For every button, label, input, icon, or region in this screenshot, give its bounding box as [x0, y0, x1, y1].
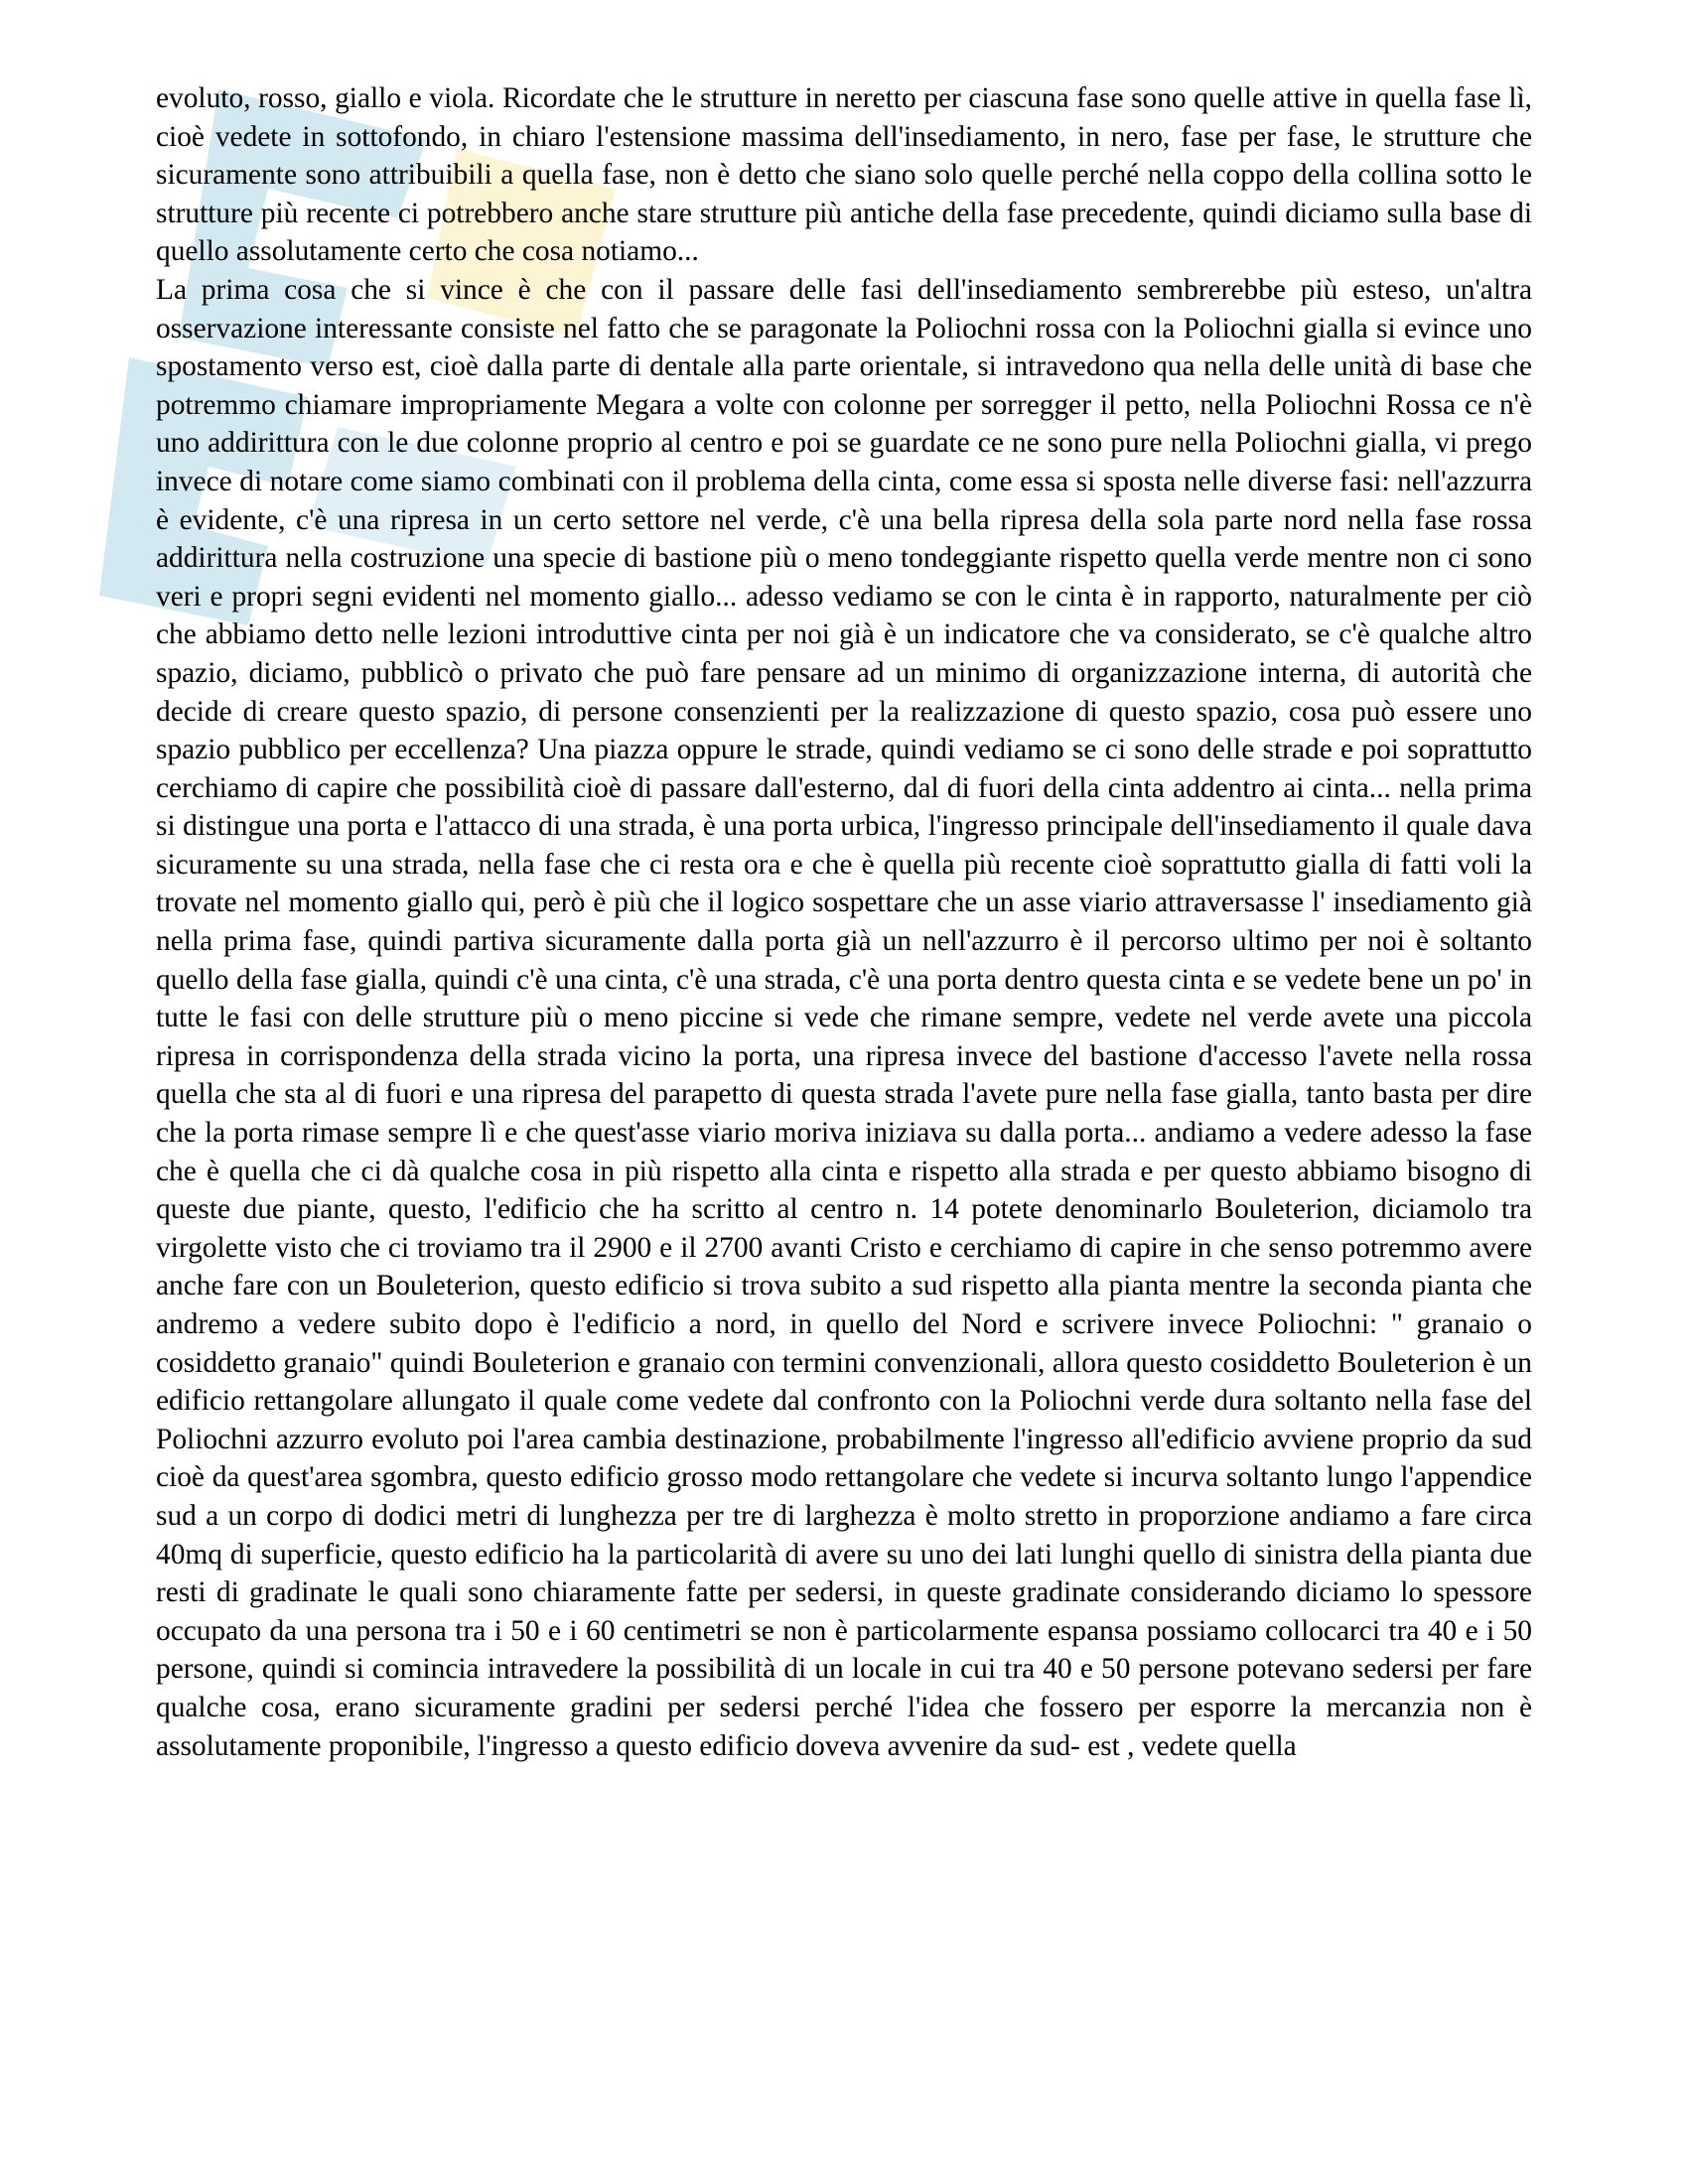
paragraph-2: La prima cosa che si vince è che con il passare delle fasi dell'insediamento sembrerebbe più esteso, un'altra osservazione interessante consiste nel fatto che se paragonate la Poliochni rossa con la Poliochni gialla si evince uno spostamento verso est, cioè dalla parte di dentale alla parte orientale, si intravedono qua nella delle unità di base che potremmo chiamare impropriamente Megara a volte con colonne per sorregger il petto, nella Poliochni Rossa ce n'è uno addirittura con le due colonne proprio al centro e poi se guardate ce ne sono pure nella Poliochni gialla, vi prego invece di notare come siamo combinati con il problema della cinta, come essa si sposta nelle diverse fasi: nell'azzurra è evidente, c'è una ripresa in un certo settore nel verde, c'è una bella ripresa della sola parte nord nella fase rossa addirittura nella costruzione una specie di bastione più o meno tondeggiante rispetto quella verde mentre non ci sono veri e propri segni evidenti nel momento giallo... adesso vediamo se con le cinta è in rapporto, naturalmente per ciò che abbiamo detto nelle lezioni introduttive cinta per noi già è un indicatore che va considerato, se c'è qualche altro spazio, diciamo, pubblicò o privato che può fare pensare ad un minimo di organizzazione interna, di autorità che decide di creare questo spazio, di persone consenzienti per la realizzazione di questo spazio, cosa può essere uno spazio pubblico per eccellenza? Una piazza oppure le strade, quindi vediamo se ci sono delle strade e poi soprattutto cerchiamo di capire che possibilità cioè di passare dall'esterno, dal di fuori della cinta addentro ai cinta... nella prima si distingue una porta e l'attacco di una strada, è una porta urbica, l'ingresso principale dell'insediamento il quale dava sicuramente su una strada, nella fase che ci resta ora e che è quella più recente cioè soprattutto gialla di fatti voli la trovate nel momento giallo qui, però è più che il logico sospettare che un asse viario attraversasse l' insediamento già nella prima fase, quindi partiva sicuramente dalla porta già un nell'azzurro è il percorso ultimo per noi è soltanto quello della fase gialla, quindi c'è una cinta, c'è una strada, c'è una porta dentro questa cinta e se vedete bene un po' in tutte le fasi con delle strutture più o meno piccine si vede che rimane sempre, vedete nel verde avete una piccola ripresa in corrispondenza della strada vicino la porta, una ripresa invece del bastione d'accesso l'avete nella rossa quella che sta al di fuori e una ripresa del parapetto di questa strada l'avete pure nella fase gialla, tanto basta per dire che la porta rimase sempre lì e che quest'asse viario moriva iniziava su dalla porta... andiamo a vedere adesso la fase che è quella che ci dà qualche cosa in più rispetto alla cinta e rispetto alla strada e per questo abbiamo bisogno di queste due piante, questo, l'edificio che ha scritto al centro n. 14 potete denominarlo Bouleterion, diciamolo tra virgolette visto che ci troviamo tra il 2900 e il 2700 avanti Cristo e cerchiamo di capire in che senso potremmo avere anche fare con un Bouleterion, questo edificio si trova subito a sud rispetto alla pianta mentre la seconda pianta che andremo a vedere subito dopo è l'edificio a nord, in quello del Nord e scrivere invece Poliochni: " granaio o cosiddetto granaio" quindi Bouleterion e granaio con termini convenzionali, allora questo cosiddetto Bouleterion è un edificio rettangolare allungato il quale come vedete dal confronto con la Poliochni verde dura soltanto nella fase del Poliochni azzurro evoluto poi l'area cambia destinazione, probabilmente l'ingresso all'edificio avviene proprio da sud cioè da quest'area sgombra, questo edificio grosso modo rettangolare che vedete si incurva soltanto lungo l'appendice sud a un corpo di dodici metri di lunghezza per tre di larghezza è molto stretto in proporzione andiamo a fare circa 40mq di superficie, questo edificio ha la particolarità di avere su uno dei lati lunghi quello di sinistra della pianta due resti di gradinate le quali sono chiaramente fatte per sedersi, in queste gradinate considerando diciamo lo spessore occupato da una persona tra i 50 e i 60 centimetri se non è particolarmente espansa possiamo collocarci tra 40 e i 50 persone, quindi si comincia intravedere la possibilità di un locale in cui tra 40 e 50 persone potevano sedersi per fare qualche cosa, erano sicuramente gradini per sedersi perché l'idea che fossero per esporre la mercanzia non è assolutamente proponibile, l'ingresso a questo edificio doveva avvenire da sud- est , vedete quella [156, 273, 1532, 1762]
document-body [156, 79, 1532, 1765]
paragraph-1: evoluto, rosso, giallo e viola. Ricordate che le strutture in neretto per ciascuna fase sono quelle attive in quella fase lì, cioè vedete in sottofondo, in chiaro l'estensione massima dell'insediamento, in nero, fase per fase, le strutture che sicuramente sono attribuibili a quella fase, non è detto che siano solo quelle perché nella coppo della collina sotto le strutture più recente ci potrebbero anche stare strutture più antiche della fase precedente, quindi diciamo sulla base di quello assolutamente certo che cosa notiamo... [156, 82, 1532, 268]
